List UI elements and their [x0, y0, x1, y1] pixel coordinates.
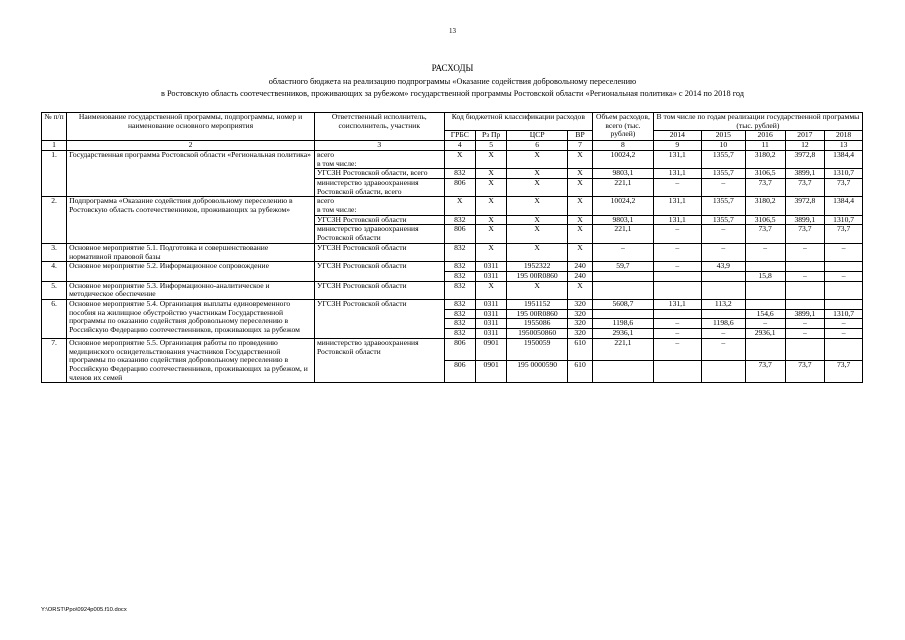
cell-rzpr: 0901: [475, 361, 506, 383]
cell-rzpr: Х: [475, 169, 506, 179]
cell-total: 221,1: [593, 225, 654, 243]
cell-vr: 320: [567, 309, 592, 319]
header-code: Код бюджетной классификации расходов: [444, 113, 593, 131]
header-year-2014: 2014: [653, 131, 701, 141]
column-number-row: [42, 141, 863, 151]
header-year-2016: 2016: [745, 131, 785, 141]
cell-year: 131,1: [653, 215, 701, 225]
cell-rzpr: Х: [475, 150, 506, 168]
cell-total: [593, 309, 654, 319]
cell-grbs: Х: [444, 150, 475, 168]
cell-year: [825, 300, 863, 310]
cell-rzpr: 0311: [475, 262, 506, 272]
cell-grbs: 832: [444, 319, 475, 329]
row-responsible: всего в том числе:: [314, 197, 444, 215]
cell-year: 1355,7: [701, 150, 745, 168]
table-row: [42, 150, 863, 168]
cell-grbs: 806: [444, 338, 475, 360]
column-number: 12: [785, 141, 825, 151]
cell-year: [785, 338, 825, 360]
cell-vr: Х: [567, 150, 592, 168]
cell-year: 73,7: [825, 225, 863, 243]
column-number: 2: [67, 141, 315, 151]
cell-year: 1310,7: [825, 309, 863, 319]
cell-year: [653, 309, 701, 319]
cell-grbs: 806: [444, 361, 475, 383]
cell-vr: 320: [567, 329, 592, 339]
row-number: 6.: [42, 300, 67, 339]
cell-year: –: [701, 329, 745, 339]
table-row: [42, 197, 863, 215]
cell-year: –: [825, 243, 863, 261]
cell-year: 3899,1: [785, 169, 825, 179]
cell-year: –: [701, 225, 745, 243]
header-year-2015: 2015: [701, 131, 745, 141]
cell-vr: 240: [567, 262, 592, 272]
column-number: 10: [701, 141, 745, 151]
cell-csr: 1950050860: [507, 329, 568, 339]
column-number: 13: [825, 141, 863, 151]
cell-year: [745, 262, 785, 272]
row-name: Подпрограмма «Оказание содействия добровольному переселению в Ростовскую область соотечественников, проживающих за рубежом»: [67, 197, 315, 244]
cell-csr: 1955086: [507, 319, 568, 329]
cell-year: [653, 361, 701, 383]
cell-year: 1310,7: [825, 215, 863, 225]
cell-year: –: [653, 262, 701, 272]
cell-year: [825, 281, 863, 299]
cell-year: 1384,4: [825, 197, 863, 215]
row-number: 2.: [42, 197, 67, 244]
row-responsible: УГСЗН Ростовской области: [314, 243, 444, 261]
cell-total: 221,1: [593, 338, 654, 360]
cell-year: –: [785, 271, 825, 281]
cell-year: [825, 262, 863, 272]
cell-year: 113,2: [701, 300, 745, 310]
cell-year: –: [701, 338, 745, 360]
cell-year: 1355,7: [701, 215, 745, 225]
cell-year: 131,1: [653, 300, 701, 310]
row-name: Основное мероприятие 5.3. Информационно-аналитическое и методическое обеспечение: [67, 281, 315, 299]
row-number: 3.: [42, 243, 67, 261]
header-num: № п/п: [42, 113, 67, 141]
column-number: 11: [745, 141, 785, 151]
header-csr: ЦСР: [507, 131, 568, 141]
cell-year: [701, 271, 745, 281]
cell-grbs: 832: [444, 215, 475, 225]
cell-grbs: 832: [444, 329, 475, 339]
cell-vr: 240: [567, 271, 592, 281]
cell-year: 73,7: [785, 361, 825, 383]
cell-total: –: [593, 243, 654, 261]
file-path-footer: Y:\ORST\Ppo\0924p005.f10.docx: [41, 607, 127, 613]
cell-year: 3180,2: [745, 150, 785, 168]
cell-year: 131,1: [653, 169, 701, 179]
table-row: [42, 281, 863, 299]
row-name: Государственная программа Ростовской области «Региональная политика»: [67, 150, 315, 197]
cell-year: [745, 300, 785, 310]
cell-year: 3972,8: [785, 150, 825, 168]
cell-total: 221,1: [593, 178, 654, 196]
document-title: РАСХОДЫ: [431, 63, 474, 73]
document-subtitle-line-1: областного бюджета на реализацию подпрограммы «Оказание содействия добровольному переселению: [268, 77, 637, 86]
row-responsible: УГСЗН Ростовской области: [314, 262, 444, 281]
cell-year: 2936,1: [745, 329, 785, 339]
cell-year: [701, 361, 745, 383]
cell-rzpr: 0901: [475, 338, 506, 360]
cell-year: –: [745, 319, 785, 329]
cell-year: 3972,8: [785, 197, 825, 215]
header-rzpr: Рз Пр: [475, 131, 506, 141]
cell-year: –: [653, 225, 701, 243]
cell-year: 15,8: [745, 271, 785, 281]
cell-rzpr: 0311: [475, 309, 506, 319]
cell-total: 10024,2: [593, 197, 654, 215]
cell-year: –: [785, 243, 825, 261]
cell-year: 43,9: [701, 262, 745, 272]
header-year-2017: 2017: [785, 131, 825, 141]
cell-year: 131,1: [653, 150, 701, 168]
row-name: Основное мероприятие 5.2. Информационное сопровождение: [67, 262, 315, 281]
column-number: 5: [475, 141, 506, 151]
cell-grbs: 806: [444, 178, 475, 196]
cell-grbs: Х: [444, 197, 475, 215]
cell-year: –: [653, 243, 701, 261]
column-number: 3: [314, 141, 444, 151]
cell-vr: Х: [567, 243, 592, 261]
cell-rzpr: 0311: [475, 271, 506, 281]
column-number: 9: [653, 141, 701, 151]
cell-year: –: [701, 178, 745, 196]
cell-total: 2936,1: [593, 329, 654, 339]
cell-csr: 195 00R0860: [507, 309, 568, 319]
cell-csr: Х: [507, 150, 568, 168]
cell-csr: Х: [507, 197, 568, 215]
row-name: Основное мероприятие 5.5. Организация работы по проведению медицинского освидетельствования участников Государственной программы по оказанию содействия добровольному переселению в Российскую Федерацию соотечественников, проживающих за рубежом, и членов их семей: [67, 338, 315, 383]
cell-grbs: 806: [444, 225, 475, 243]
table-row: [42, 243, 863, 261]
cell-grbs: 832: [444, 262, 475, 272]
cell-csr: Х: [507, 215, 568, 225]
row-number: 1.: [42, 150, 67, 197]
header-year-2018: 2018: [825, 131, 863, 141]
cell-rzpr: Х: [475, 281, 506, 299]
cell-rzpr: Х: [475, 178, 506, 196]
cell-year: 3899,1: [785, 309, 825, 319]
cell-year: –: [653, 329, 701, 339]
row-number: 5.: [42, 281, 67, 299]
header-vr: ВР: [567, 131, 592, 141]
cell-rzpr: 0311: [475, 300, 506, 310]
header-name: Наименование государственной программы, подпрограммы, номер и наименование основного мероприятия: [67, 113, 315, 141]
cell-year: –: [825, 319, 863, 329]
row-responsible: министерство здравоохранения Ростовской области: [314, 225, 444, 243]
cell-year: [701, 281, 745, 299]
expenses-table: [41, 112, 863, 383]
row-responsible: министерство здравоохранения Ростовской области: [314, 338, 444, 383]
cell-csr: 1952322: [507, 262, 568, 272]
cell-grbs: 832: [444, 169, 475, 179]
cell-rzpr: 0311: [475, 319, 506, 329]
cell-year: 73,7: [785, 178, 825, 196]
cell-year: [745, 281, 785, 299]
table-row: [42, 262, 863, 272]
row-responsible: УГСЗН Ростовской области: [314, 281, 444, 299]
cell-year: –: [653, 338, 701, 360]
cell-total: [593, 271, 654, 281]
cell-year: 73,7: [825, 178, 863, 196]
cell-year: 3106,5: [745, 215, 785, 225]
cell-year: –: [745, 243, 785, 261]
cell-total: 59,7: [593, 262, 654, 272]
table-row: [42, 338, 863, 360]
cell-total: 1198,6: [593, 319, 654, 329]
cell-year: 3899,1: [785, 215, 825, 225]
cell-year: 73,7: [785, 225, 825, 243]
table-row: [42, 300, 863, 310]
cell-year: [785, 300, 825, 310]
column-number: 4: [444, 141, 475, 151]
cell-year: –: [785, 319, 825, 329]
cell-year: 1355,7: [701, 169, 745, 179]
cell-year: –: [785, 329, 825, 339]
row-number: 7.: [42, 338, 67, 383]
row-name: Основное мероприятие 5.1. Подготовка и совершенствование нормативной правовой базы: [67, 243, 315, 261]
cell-vr: Х: [567, 225, 592, 243]
cell-rzpr: 0311: [475, 329, 506, 339]
page-number: 13: [449, 27, 456, 35]
cell-vr: Х: [567, 169, 592, 179]
document-subtitle-line-2: в Ростовскую область соотечественников, проживающих за рубежом» государственной программы Ростовской области «Региональная политика» с 2014 по 2018 год: [160, 89, 745, 98]
cell-vr: 610: [567, 338, 592, 360]
cell-rzpr: Х: [475, 215, 506, 225]
column-number: 7: [567, 141, 592, 151]
cell-year: 73,7: [745, 225, 785, 243]
cell-year: 1310,7: [825, 169, 863, 179]
cell-csr: Х: [507, 243, 568, 261]
cell-total: 5608,7: [593, 300, 654, 310]
cell-csr: Х: [507, 225, 568, 243]
cell-year: –: [653, 178, 701, 196]
cell-year: 73,7: [745, 178, 785, 196]
cell-total: 9803,1: [593, 215, 654, 225]
cell-year: 73,7: [825, 361, 863, 383]
row-name: Основное мероприятие 5.4. Организация выплаты единовременного пособия на жилищное обустройство участникам Государственной программы по оказанию содействия добровольному переселению в Российскую Федерацию соотечественников, проживающих за рубежом: [67, 300, 315, 339]
cell-year: 1355,7: [701, 197, 745, 215]
cell-year: [785, 262, 825, 272]
cell-year: [701, 309, 745, 319]
cell-grbs: 832: [444, 309, 475, 319]
cell-grbs: 832: [444, 281, 475, 299]
header-grbs: ГРБС: [444, 131, 475, 141]
cell-vr: Х: [567, 197, 592, 215]
cell-year: –: [825, 329, 863, 339]
cell-rzpr: Х: [475, 197, 506, 215]
header-responsible: Ответственный исполнитель, соисполнитель, участник: [314, 113, 444, 141]
cell-year: 1198,6: [701, 319, 745, 329]
cell-total: 9803,1: [593, 169, 654, 179]
cell-vr: Х: [567, 281, 592, 299]
cell-grbs: 832: [444, 243, 475, 261]
cell-vr: 320: [567, 319, 592, 329]
column-number: 6: [507, 141, 568, 151]
cell-year: 1384,4: [825, 150, 863, 168]
cell-year: [653, 281, 701, 299]
row-responsible: всего в том числе:: [314, 150, 444, 168]
cell-year: –: [701, 243, 745, 261]
cell-year: –: [653, 319, 701, 329]
row-number: 4.: [42, 262, 67, 281]
cell-total: [593, 361, 654, 383]
cell-vr: Х: [567, 215, 592, 225]
cell-grbs: 832: [444, 300, 475, 310]
cell-year: [653, 271, 701, 281]
cell-vr: 320: [567, 300, 592, 310]
cell-csr: Х: [507, 169, 568, 179]
row-responsible: министерство здравоохранения Ростовской области, всего: [314, 178, 444, 196]
cell-year: [745, 338, 785, 360]
row-responsible: УГСЗН Ростовской области: [314, 300, 444, 339]
cell-vr: Х: [567, 178, 592, 196]
cell-year: 3106,5: [745, 169, 785, 179]
cell-year: 154,6: [745, 309, 785, 319]
cell-csr: 195 0000590: [507, 361, 568, 383]
row-responsible: УГСЗН Ростовской области, всего: [314, 169, 444, 179]
cell-csr: 195 00R0860: [507, 271, 568, 281]
cell-year: 131,1: [653, 197, 701, 215]
column-number: 1: [42, 141, 67, 151]
cell-year: [825, 338, 863, 360]
cell-csr: 1951152: [507, 300, 568, 310]
cell-total: 10024,2: [593, 150, 654, 168]
cell-year: 73,7: [745, 361, 785, 383]
cell-csr: Х: [507, 178, 568, 196]
header-total: Объем расходов, всего (тыс. рублей): [593, 113, 654, 141]
column-number: 8: [593, 141, 654, 151]
cell-grbs: 832: [444, 271, 475, 281]
cell-year: [785, 281, 825, 299]
cell-rzpr: Х: [475, 243, 506, 261]
header-years-group: В том числе по годам реализации государственной программы (тыс. рублей): [653, 113, 862, 131]
cell-total: [593, 281, 654, 299]
cell-csr: 1950059: [507, 338, 568, 360]
cell-vr: 610: [567, 361, 592, 383]
cell-rzpr: Х: [475, 225, 506, 243]
cell-csr: Х: [507, 281, 568, 299]
cell-year: 3180,2: [745, 197, 785, 215]
cell-year: –: [825, 271, 863, 281]
row-responsible: УГСЗН Ростовской области: [314, 215, 444, 225]
